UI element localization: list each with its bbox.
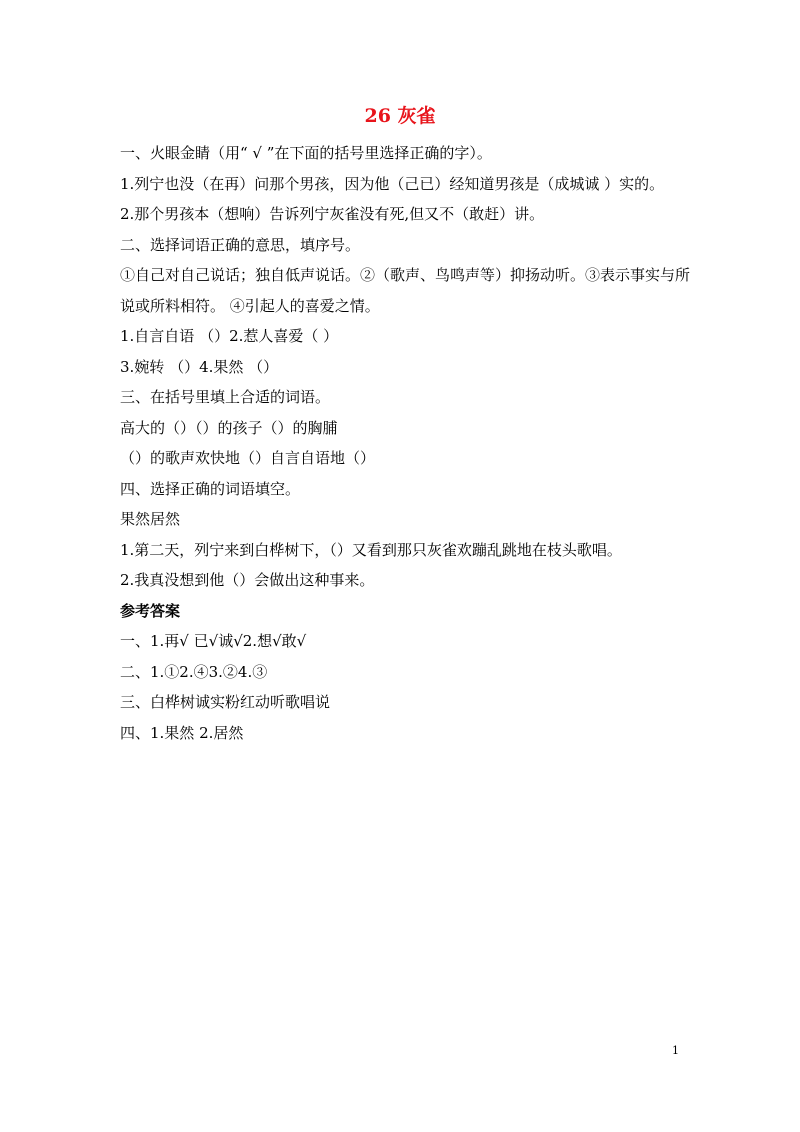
section-4-heading: 四、选择正确的词语填空。	[120, 479, 301, 498]
document-body	[120, 138, 690, 748]
section-2-heading: 二、选择词语正确的意思，填序号。	[120, 235, 361, 254]
answer-key-heading: 参考答案	[120, 601, 181, 620]
answer-section-1: 一、1.再√ 已√诚√2.想√敢√	[120, 632, 307, 650]
word-choices: 果然居然	[120, 510, 181, 528]
answer-section-3: 三、白桦树诚实粉红动听歌唱说	[120, 693, 331, 711]
question-1-1: 1.列宁也没（在再）问那个男孩，因为他（己已）经知道男孩是（成城诚 ）实的。	[120, 174, 665, 193]
answer-section-4: 四、1.果然 2.居然	[120, 723, 244, 742]
question-2-row-1: 1.自言自语 （）2.惹人喜爱（ ）	[120, 327, 339, 345]
question-1-2: 2.那个男孩本（想响）告诉列宁灰雀没有死,但又不（敢赶）讲。	[120, 205, 545, 223]
document-title: 26 灰雀	[364, 105, 436, 127]
question-2-row-2: 3.婉转 （）4.果然 （）	[120, 357, 279, 376]
question-4-1: 1.第二天，列宁来到白桦树下，（）又看到那只灰雀欢蹦乱跳地在枝头歌唱。	[120, 540, 622, 559]
answer-section-2: 二、1.①2.④3.②4.③	[120, 662, 268, 681]
definitions-list: ①自己对自己说话；独自低声说话。②（歌声、鸟鸣声等）抑扬动听。③表示事实与所说或所料相符。 ④引起人的喜爱之情。	[120, 266, 691, 315]
question-4-2: 2.我真没想到他（）会做出这种事来。	[120, 571, 375, 589]
question-3-row-2: （）的歌声欢快地（）自言自语地（）	[120, 449, 376, 467]
question-3-row-1: 高大的（）（）的孩子（）的胸脯	[120, 418, 338, 437]
section-1-heading: 一、火眼金睛（用“ √ ”在下面的括号里选择正确的字）。	[120, 144, 492, 162]
section-3-heading: 三、在括号里填上合适的词语。	[120, 388, 331, 406]
page-number: 1	[672, 1044, 679, 1057]
